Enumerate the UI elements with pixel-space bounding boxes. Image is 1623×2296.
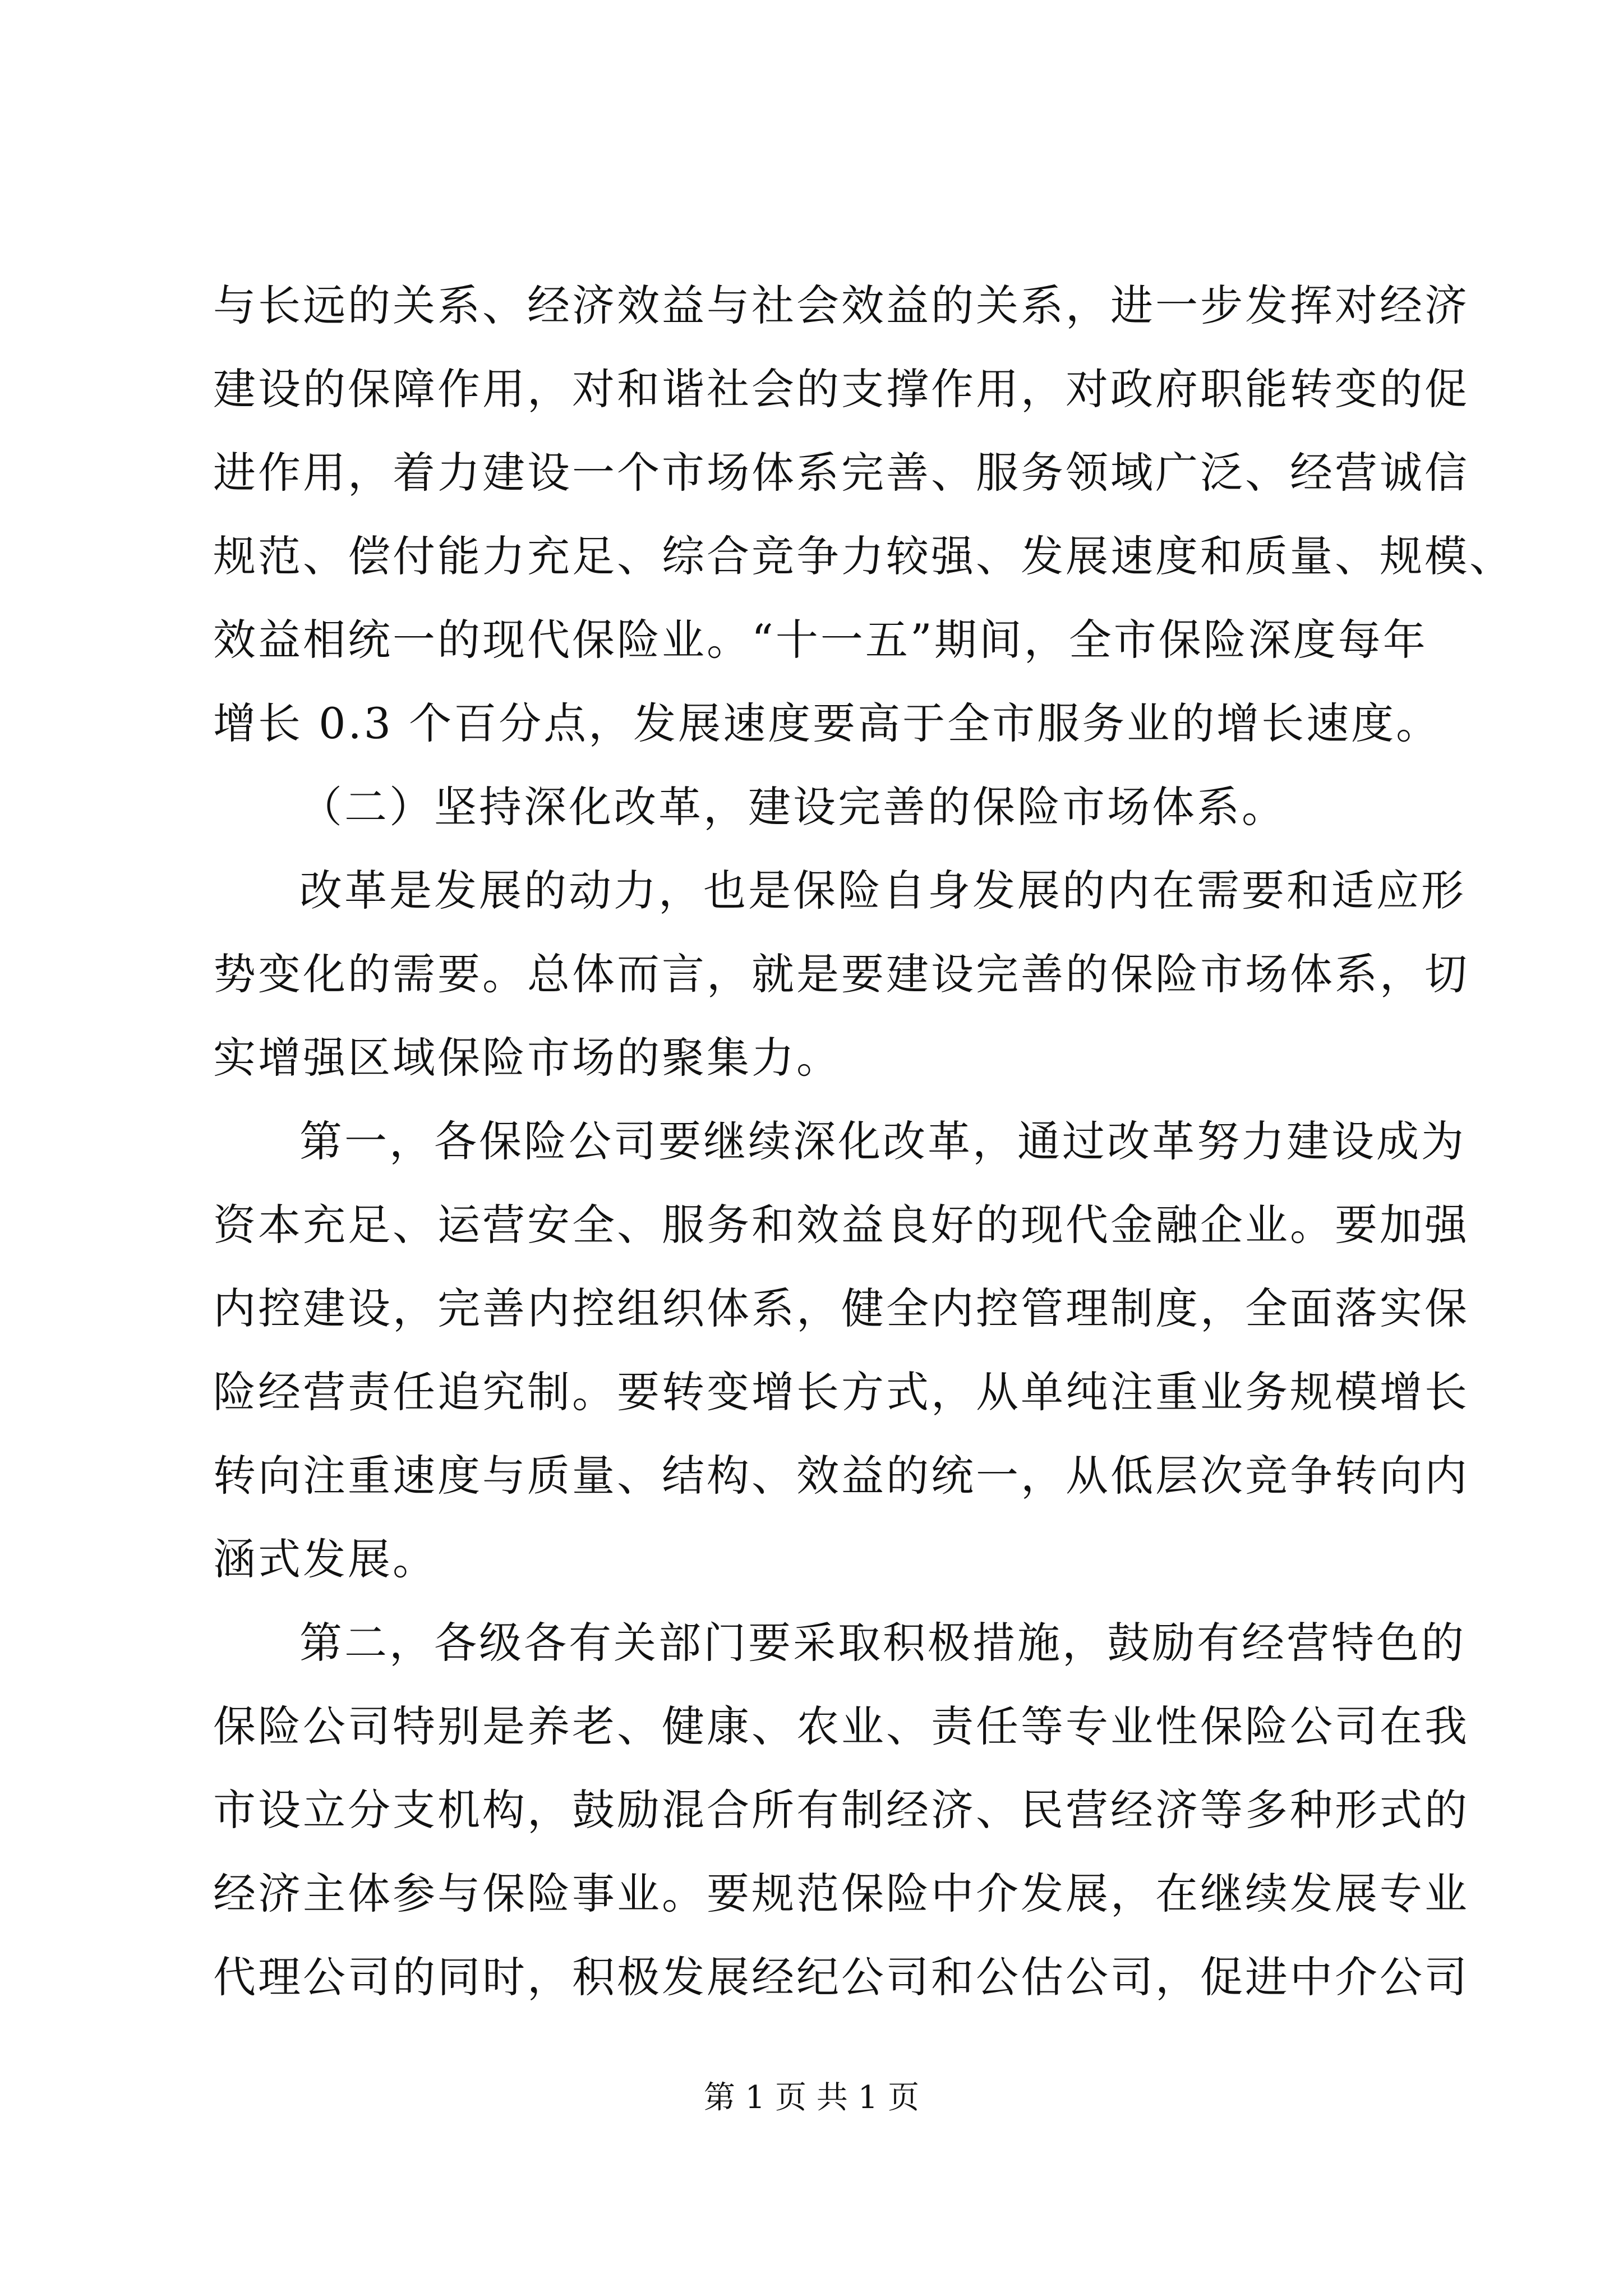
text-line: 涵式发展。 [213,1534,437,1584]
text-line: 建设的保障作用，对和谐社会的支撑作用，对政府职能转变的促 [213,364,1469,414]
text-line: 规范、偿付能力充足、综合竞争力较强、发展速度和质量、规模、 [213,531,1514,581]
text-line: 经济主体参与保险事业。要规范保险中介发展，在继续发展专业 [213,1869,1469,1918]
text-line: 转向注重速度与质量、结构、效益的统一，从低层次竞争转向内 [213,1451,1469,1501]
text-line: 实增强区域保险市场的聚集力。 [213,1033,841,1083]
text-line: 市设立分支机构，鼓励混合所有制经济、民营经济等多种形式的 [213,1785,1469,1835]
text-line: 改革是发展的动力，也是保险自身发展的内在需要和适应形 [299,866,1466,915]
text-line: （二）坚持深化改革，建设完善的保险市场体系。 [299,782,1287,832]
text-line: 与长远的关系、经济效益与社会效益的关系，进一步发挥对经济 [213,280,1469,330]
text-line: 第二，各级各有关部门要采取积极措施，鼓励有经营特色的 [299,1618,1466,1668]
document-body [213,264,1514,2019]
text-line: 资本充足、运营安全、服务和效益良好的现代金融企业。要加强 [213,1200,1469,1250]
text-line: 代理公司的同时，积极发展经纪公司和公估公司，促进中介公司 [213,1952,1469,2002]
text-line: 内控建设，完善内控组织体系，健全内控管理制度，全面落实保 [213,1283,1469,1333]
text-line: 进作用，着力建设一个市场体系完善、服务领域广泛、经营诚信 [213,448,1469,498]
text-line: 险经营责任追究制。要转变增长方式，从单纯注重业务规模增长 [213,1367,1469,1417]
text-line: 保险公司特别是养老、健康、农业、责任等专业性保险公司在我 [213,1701,1469,1751]
text-line: 效益相统一的现代保险业。“十一五”期间，全市保险深度每年 [213,615,1428,665]
text-line: 势变化的需要。总体而言，就是要建设完善的保险市场体系，切 [213,949,1469,999]
page-footer: 第 1 页 共 1 页 [703,2079,920,2116]
text-line: 增长 0.3 个百分点，发展速度要高于全市服务业的增长速度。 [213,698,1441,748]
text-line: 第一，各保险公司要继续深化改革，通过改革努力建设成为 [299,1116,1466,1166]
